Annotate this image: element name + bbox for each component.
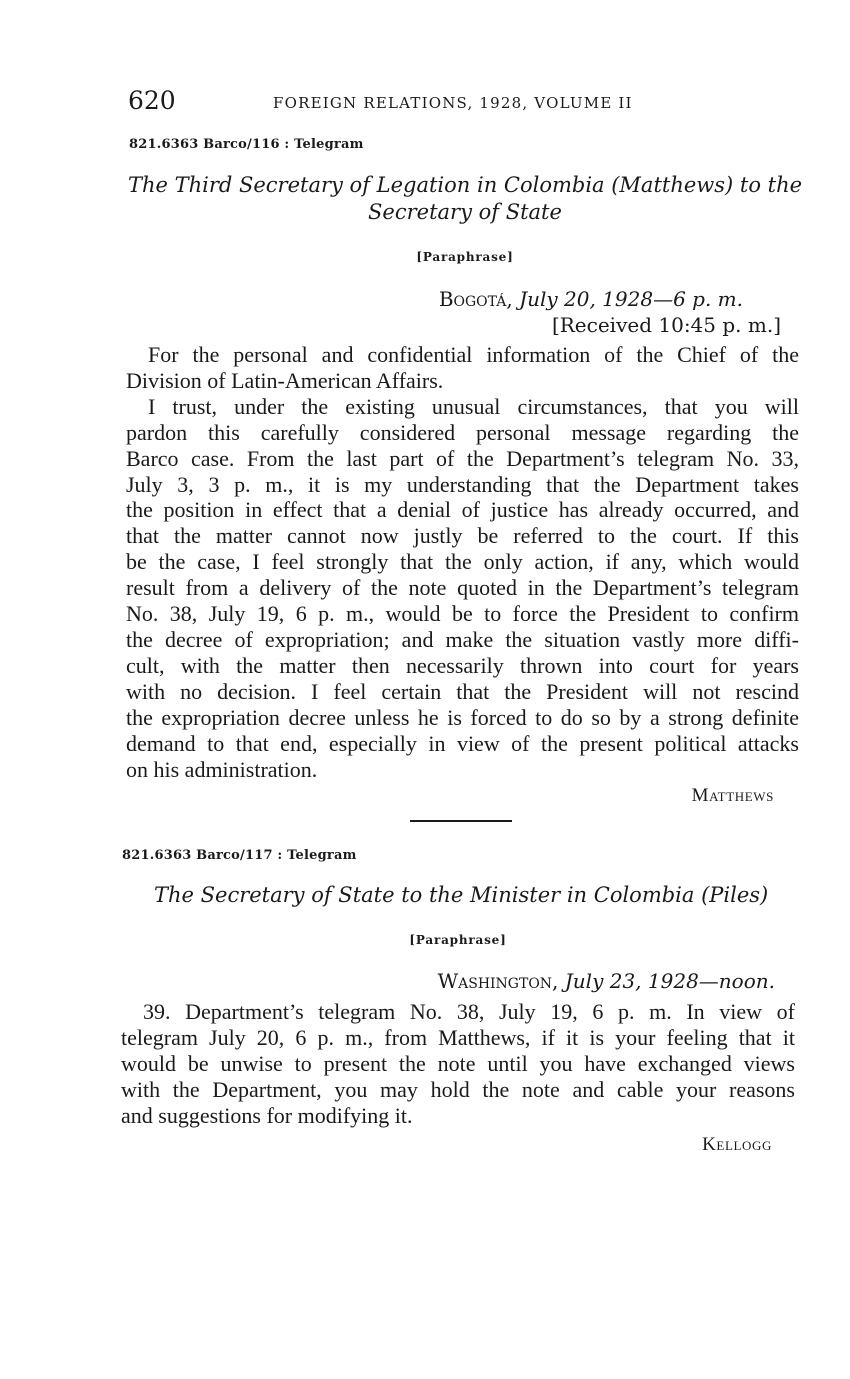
doc2-dateline (438, 969, 775, 993)
doc1-body-line: result from a delivery of the note quoted in the Department’s telegram (126, 575, 799, 601)
doc2-body-line: would be unwise to present the note until you have exchanged views (121, 1050, 795, 1076)
doc1-body-line: I trust, under the existing unusual circumstances, that you will (148, 393, 799, 419)
running-title: FOREIGN RELATIONS, 1928, VOLUME II (273, 94, 633, 112)
section-divider (410, 820, 512, 822)
doc1-heading-line2: Secretary of State (368, 200, 562, 224)
doc1-body-line: July 3, 3 p. m., it is my understanding that the Department takes (126, 471, 799, 497)
doc2-body-line: with the Department, you may hold the note and cable your reasons (121, 1076, 795, 1102)
doc2-body-line: 39. Department’s telegram No. 38, July 19, 6 p. m. In view of (143, 999, 795, 1024)
doc1-body-line: the expropriation decree unless he is forced to do so by a strong definite (126, 704, 799, 730)
doc1-file-reference: 821.6363 Barco/116 : Telegram (129, 137, 364, 152)
doc1-body-line: Barco case. From the last part of the Department’s telegram No. 33, (126, 445, 799, 471)
doc1-body-line: pardon this carefully considered personal message regarding the (126, 419, 799, 445)
doc1-date: July 20, 1928—6 p. m. (519, 287, 743, 311)
doc2-body-line: and suggestions for modifying it. (121, 1102, 413, 1128)
doc1-paraphrase-note: [Paraphrase] (416, 250, 514, 264)
doc1-body-line: demand to that end, especially in view of the present political attacks (126, 730, 799, 756)
doc1-body-line: on his administration. (126, 756, 318, 782)
doc1-received: [Received 10:45 p. m.] (551, 313, 781, 337)
doc2-place: Washington, (437, 969, 559, 993)
doc1-body-line: For the personal and confidential information of the Chief of the (148, 342, 799, 367)
doc1-place: Bogotá, (438, 287, 513, 311)
doc1-body-line: with no decision. I feel certain that the President will not rescind (126, 678, 799, 704)
doc2-body-line: telegram July 20, 6 p. m., from Matthews, if it is your feeling that it (121, 1024, 795, 1050)
doc1-body-line: that the matter cannot now justly be referred to the court. If this (126, 523, 799, 549)
doc2-body (121, 999, 795, 1129)
doc1-body-line: the position in effect that a denial of justice has already occurred, and (126, 497, 799, 523)
doc1-body-line: cult, with the matter then necessarily thrown into court for years (126, 652, 799, 678)
doc1-body-line: the decree of expropriation; and make the situation vastly more diffi- (126, 626, 799, 652)
doc1-signature: Matthews (691, 785, 774, 806)
doc1-body-line: be the case, I feel strongly that the only action, if any, which would (126, 549, 799, 575)
doc1-dateline (439, 287, 743, 311)
doc2-signature: Kellogg (702, 1134, 772, 1155)
doc1-heading-line1: The Third Secretary of Legation in Colombia (Matthews) to the (127, 173, 803, 197)
doc1-body-line: No. 38, July 19, 6 p. m., would be to force the President to confirm (126, 601, 799, 627)
doc1-body-line: Division of Latin-American Affairs. (126, 367, 444, 393)
page-number: 620 (128, 86, 176, 115)
doc2-date: July 23, 1928—noon. (564, 969, 775, 993)
doc2-heading: The Secretary of State to the Minister in Colombia (Piles) (154, 883, 769, 907)
doc2-file-reference: 821.6363 Barco/117 : Telegram (122, 848, 357, 863)
doc2-paraphrase-note: [Paraphrase] (409, 933, 507, 947)
doc1-body (126, 342, 799, 782)
